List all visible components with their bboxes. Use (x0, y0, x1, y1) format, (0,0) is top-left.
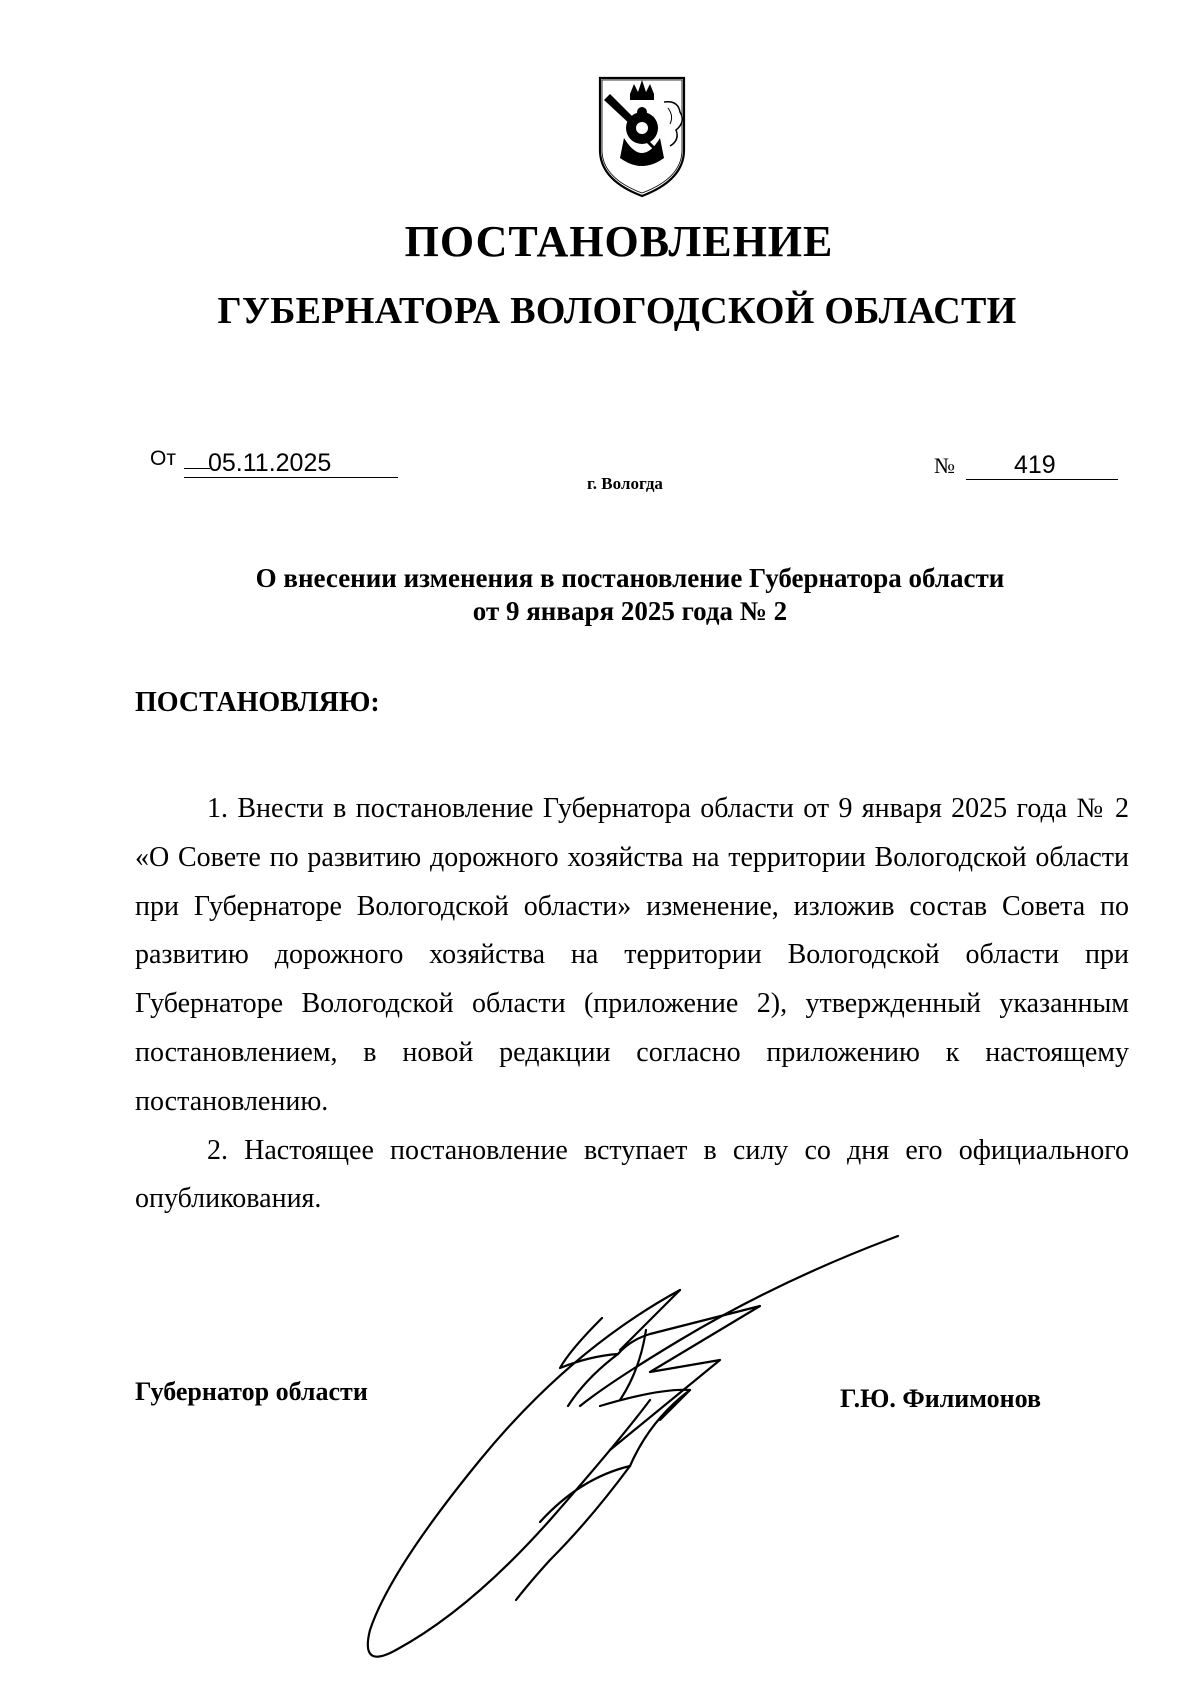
document-subject (0, 562, 1200, 628)
paragraph-1: 1. Внести в постановление Губернатора области от 9 января 2025 года № 2 «О Совете по развитию дорожного хозяйства на территории Вологодской области при Губернаторе Вологодской области» изменение, изложив состав Совета по развитию дорожного хозяйства на территории Вологодской области при Губернаторе Вологодской области (приложение 2), утвержденный указанным постановлением, в новой редакции согласно приложению к настоящему постановлению. (135, 793, 1129, 1117)
coat-of-arms-icon (594, 72, 690, 200)
signatory-position: Губернатор области (135, 1377, 368, 1406)
signatory-name: Г.Ю. Филимонов (840, 1384, 1042, 1413)
document-number: 419 (966, 451, 1118, 480)
date-label: От (150, 447, 176, 470)
document-subtitle: ГУБЕРНАТОРА ВОЛОГОДСКОЙ ОБЛАСТИ (217, 290, 1017, 332)
subject-line: О внесении изменения в постановление Губернатора области (255, 563, 1005, 593)
number-label: № (934, 453, 955, 478)
document-body (135, 785, 1129, 1224)
document-city: г. Вологда (587, 474, 663, 493)
subject-line: от 9 января 2025 года № 2 (472, 596, 788, 626)
handwritten-signature (350, 1230, 910, 1670)
resolve-heading: ПОСТАНОВЛЯЮ: (135, 687, 380, 718)
document-title: ПОСТАНОВЛЕНИЕ (404, 217, 834, 266)
paragraph-2: 2. Настоящее постановление вступает в силу со дня его официального опубликования. (135, 1134, 1129, 1215)
document-date: 05.11.2025 (184, 449, 398, 478)
